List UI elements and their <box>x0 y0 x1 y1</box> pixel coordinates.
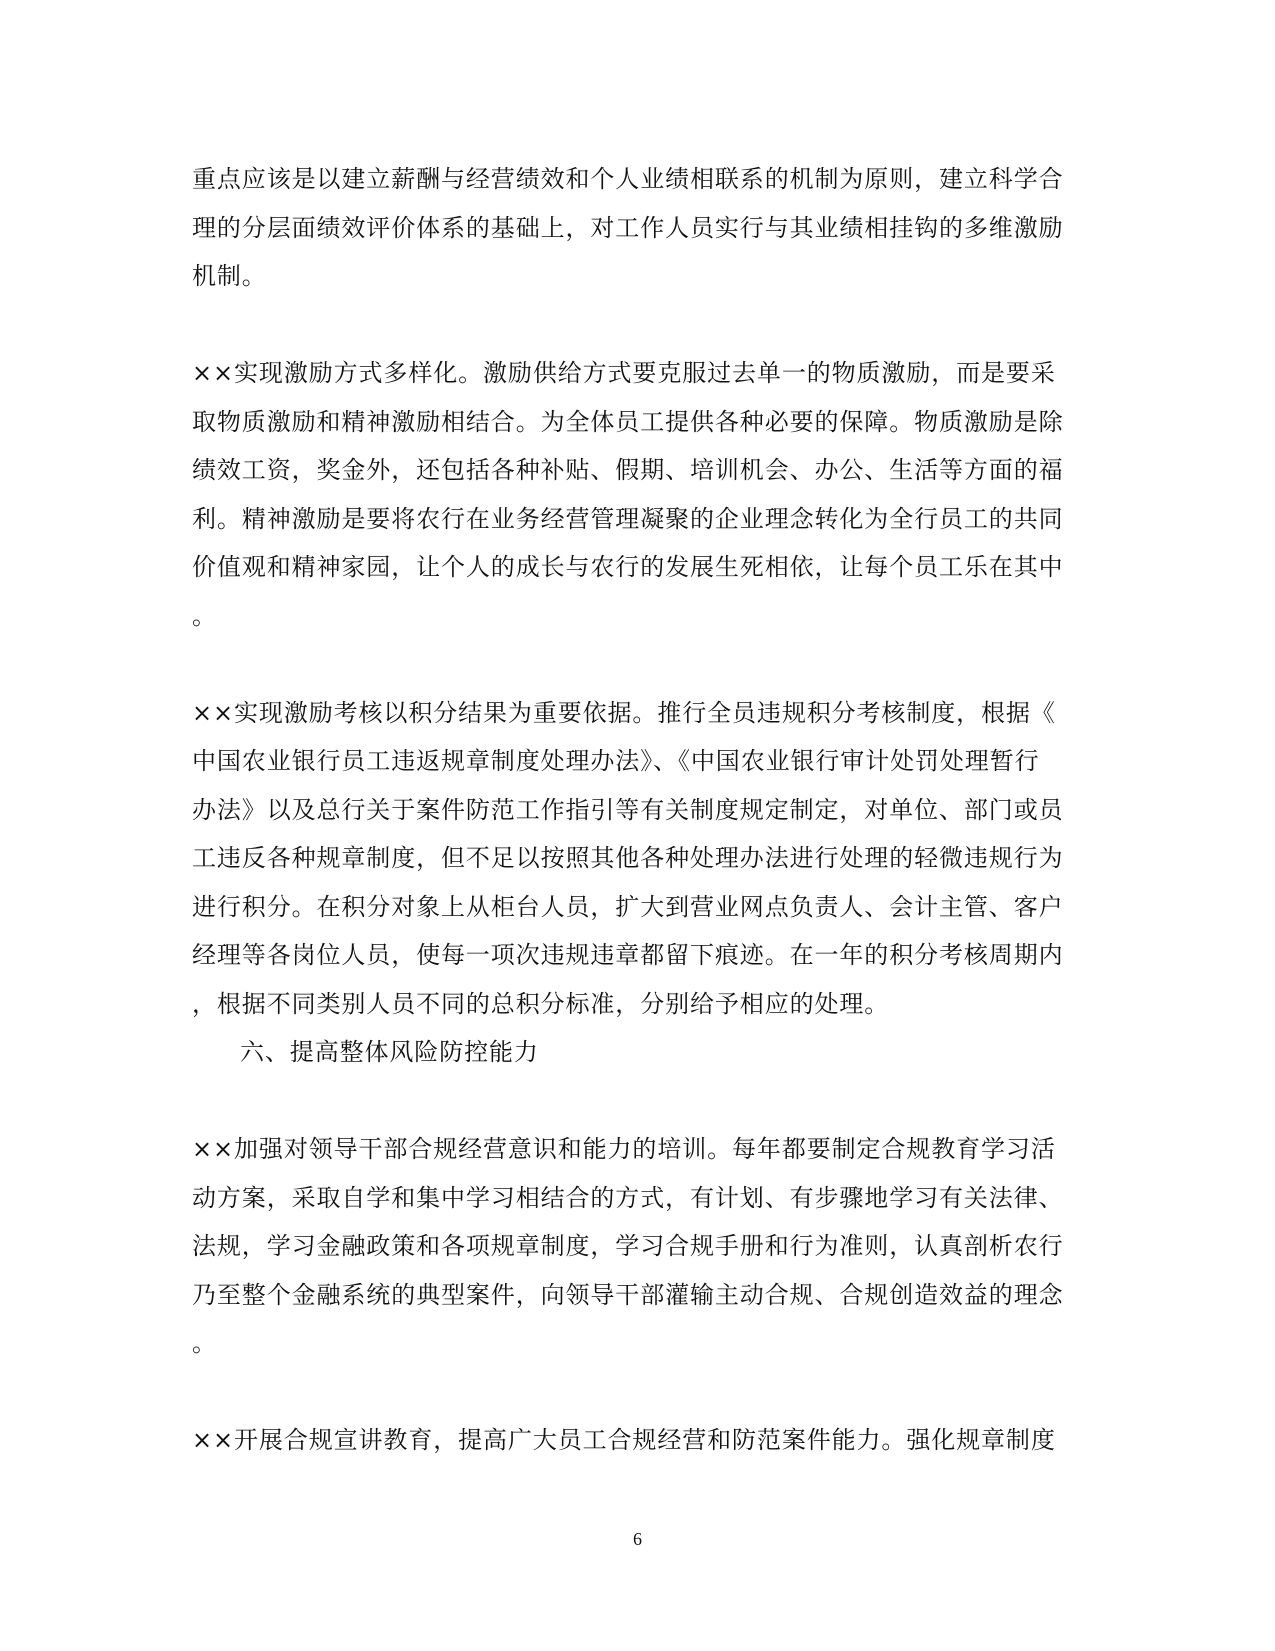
text-line: 利。精神激励是要将农行在业务经营管理凝聚的企业理念转化为全行员工的共同 <box>192 504 1064 533</box>
text-line: 中国农业银行员工违返规章制度处理办法》、《中国农业银行审计处罚处理暂行 <box>192 747 1040 775</box>
page-number: 6 <box>633 1529 642 1549</box>
document-body <box>192 155 1072 1465</box>
paragraph-compensation <box>192 155 1072 301</box>
paragraph-gap <box>192 1368 1072 1417</box>
text-line: ××实现激励考核以积分结果为重要依据。推行全员违规积分考核制度，根据《 <box>192 698 1056 727</box>
text-line: ××开展合规宣讲教育，提高广大员工合规经营和防范案件能力。强化规章制度 <box>192 1426 1056 1454</box>
paragraph-compliance-education <box>192 1416 1072 1465</box>
paragraph-gap <box>192 301 1072 350</box>
text-line: 进行积分。在积分对象上从柜台人员，扩大到营业网点负责人、会计主管、客户 <box>192 892 1064 921</box>
text-line: 经理等各岗位人员，使每一项次违规违章都留下痕迹。在一年的积分考核周期内 <box>192 941 1064 969</box>
text-line: 机制。 <box>192 262 267 290</box>
text-line: 工违反各种规章制度，但不足以按照其他各种处理办法进行处理的轻微违规行为 <box>192 844 1064 872</box>
section-heading: 六、提高整体风险防控能力 <box>240 1038 539 1066</box>
text-line: 。 <box>192 601 217 630</box>
text-line: 价值观和精神家园，让个人的成长与农行的发展生死相依，让每个员工乐在其中 <box>192 553 1064 581</box>
text-line: 理的分层面绩效评价体系的基础上，对工作人员实行与其业绩相挂钩的多维激励 <box>192 213 1064 242</box>
paragraph-gap <box>192 640 1072 689</box>
text-line: 乃至整个金融系统的典型案件，向领导干部灌输主动合规、合规创造效益的理念 <box>192 1280 1064 1309</box>
text-line: 办法》以及总行关于案件防范工作指引等有关制度规定制定，对单位、部门或员 <box>192 795 1064 824</box>
text-line: 。 <box>192 1329 217 1357</box>
text-line: ××加强对领导干部合规经营意识和能力的培训。每年都要制定合规教育学习活 <box>192 1135 1056 1163</box>
text-line: 绩效工资，奖金外，还包括各种补贴、假期、培训机会、办公、生活等方面的福 <box>192 456 1064 484</box>
text-line: 取物质激励和精神激励相结合。为全体员工提供各种必要的保障。物质激励是除 <box>192 407 1064 436</box>
paragraph-points-assessment <box>192 689 1072 1029</box>
text-line: 法规，学习金融政策和各项规章制度，学习合规手册和行为准则，认真剖析农行 <box>192 1232 1064 1260</box>
paragraph-incentive-diversity <box>192 349 1072 640</box>
text-line: 重点应该是以建立薪酬与经营绩效和个人业绩相联系的机制为原则，建立科学合 <box>192 165 1064 193</box>
paragraph-gap <box>192 1077 1072 1126</box>
text-line: 动方案，采取自学和集中学习相结合的方式，有计划、有步骤地学习有关法律、 <box>192 1183 1064 1212</box>
paragraph-leader-training <box>192 1125 1072 1368</box>
text-line: ，根据不同类别人员不同的总积分标准，分别给予相应的处理。 <box>192 989 890 1018</box>
text-line: ××实现激励方式多样化。激励供给方式要克服过去单一的物质激励，而是要采 <box>192 359 1056 387</box>
